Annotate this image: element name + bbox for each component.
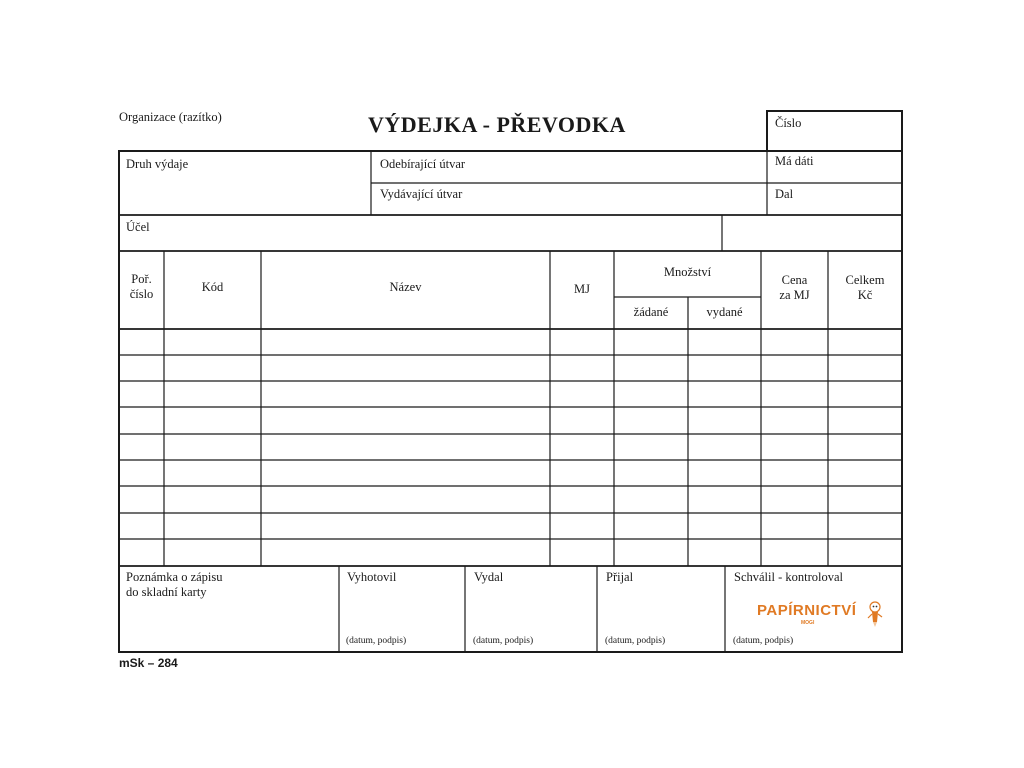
stock-card-note-label [126,570,223,600]
col-total-header [828,273,902,303]
col-total-line-1: Celkem [845,273,885,287]
purpose-label: Účel [126,220,150,234]
col-unit-price-line-1: Cena [781,273,808,287]
col-row-number-header [119,272,164,302]
col-quantity-header: Množství [663,265,712,279]
pencil-mascot-icon [865,600,885,630]
col-row-number-line-1: Poř. [131,272,152,286]
stock-card-note-line-1: Poznámka o zápisu [126,570,223,584]
issuing-unit-label: Vydávající útvar [380,187,463,201]
col-issued-header: vydané [706,305,743,319]
logo-text: PAPÍRNICTVÍ [757,602,857,619]
prepared-by-label: Vyhotovil [347,570,397,584]
form-title: VÝDEJKA - PŘEVODKA [368,112,626,137]
receiving-unit-label: Odebírající útvar [380,157,466,171]
issued-by-label: Vydal [474,570,504,584]
approved-by-label: Schválil - kontroloval [734,570,844,584]
prepared-date-signature: (datum, podpis) [346,636,407,646]
col-name-header: Název [389,280,422,294]
papirnictvi-logo [757,600,887,630]
col-total-line-2: Kč [857,288,873,302]
issue-type-label: Druh výdaje [126,157,189,171]
debit-label: Má dáti [775,154,814,168]
col-row-number-line-2: číslo [129,287,154,301]
col-code-header: Kód [201,280,224,294]
credit-label: Dal [775,187,794,201]
logo-subtext: MOGI [801,620,815,626]
received-by-label: Přijal [606,570,634,584]
received-date-signature: (datum, podpis) [605,636,666,646]
number-label: Číslo [775,116,802,130]
stock-card-note-line-2: do skladní karty [126,585,207,599]
organization-label: Organizace (razítko) [119,110,222,124]
approved-date-signature: (datum, podpis) [733,636,794,646]
col-unit-price-line-2: za MJ [779,288,810,302]
col-requested-header: žádané [633,305,669,319]
col-unit-header: MJ [574,282,590,296]
col-unit-price-header [761,273,828,303]
issued-date-signature: (datum, podpis) [473,636,534,646]
form-code: mSk – 284 [119,656,178,670]
